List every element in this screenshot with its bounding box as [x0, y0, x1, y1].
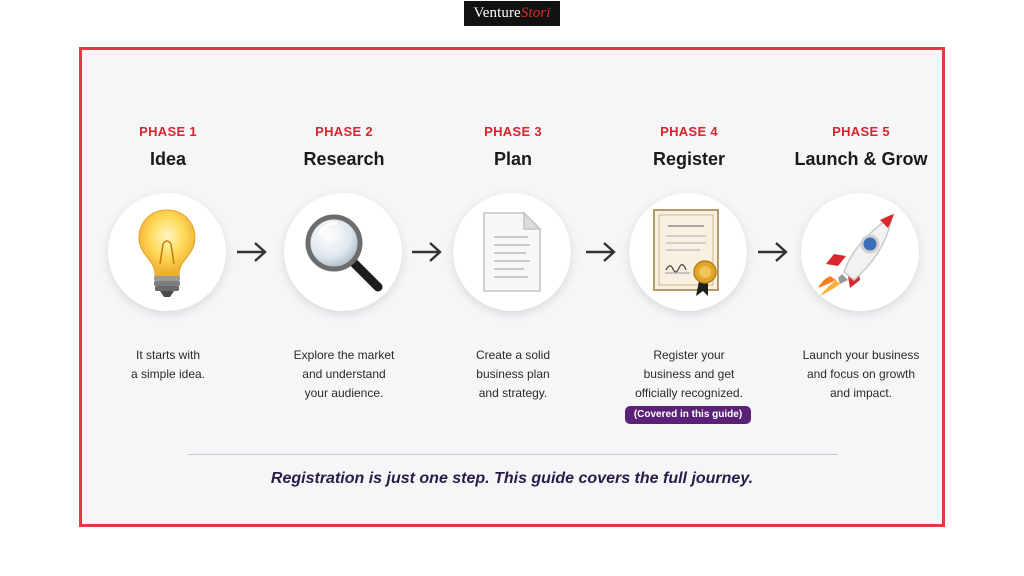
phase-description-line: Launch your business [802, 348, 920, 362]
phase-icon-circle [284, 193, 402, 311]
certificate-icon [650, 206, 726, 298]
rocket-icon [814, 206, 906, 298]
phase-number: PHASE 3 [484, 124, 542, 139]
phase-description [82, 346, 254, 384]
logo-text-stori: Stori [520, 5, 551, 21]
arrow-right-icon [410, 240, 444, 264]
arrow-right-icon [756, 240, 790, 264]
phase-description-line: and impact. [829, 386, 893, 400]
divider [188, 454, 838, 455]
phase-description [427, 346, 599, 403]
phase-title: Plan [493, 149, 532, 169]
phase-description-line: and strategy. [478, 386, 548, 400]
phase-number: PHASE 5 [832, 124, 890, 139]
phase-number: PHASE 4 [660, 124, 718, 139]
phase-description-line: your audience. [304, 386, 384, 400]
phase-title: Launch & Grow [794, 149, 928, 169]
phase-description [603, 346, 775, 403]
arrow-right-icon [584, 240, 618, 264]
phase-description [258, 346, 430, 403]
phase-description-line: and understand [302, 367, 386, 381]
document-icon [480, 211, 544, 293]
arrow-right-icon [235, 240, 269, 264]
phase-title: Idea [149, 149, 187, 169]
footer-tagline: Registration is just one step. This guide covers the full journey. [270, 470, 754, 487]
magnifying-glass-icon [298, 207, 388, 297]
phase-description-line: a simple idea. [130, 367, 206, 381]
phase-description-line: Explore the market [293, 348, 395, 362]
logo-text-venture: Venture [473, 5, 521, 21]
phase-icon-circle [801, 193, 919, 311]
journey-frame [79, 47, 945, 527]
brand-logo [464, 1, 560, 26]
lightbulb-icon [127, 204, 207, 300]
phase-title: Research [303, 149, 385, 169]
phase-description-line: business plan [476, 367, 550, 381]
covered-badge: (Covered in this guide) [625, 406, 751, 424]
phase-description-line: Register your [653, 348, 725, 362]
phase-title: Register [652, 149, 726, 169]
phase-icon-circle [453, 193, 571, 311]
phase-description-line: Create a solid [475, 348, 551, 362]
phase-description [775, 346, 947, 403]
phase-description-line: business and get [643, 367, 735, 381]
phase-icon-circle [629, 193, 747, 311]
phase-description-line: It starts with [135, 348, 200, 362]
phase-icon-circle [108, 193, 226, 311]
phase-description-line: and focus on growth [806, 367, 916, 381]
phase-description-line: officially recognized. [635, 386, 743, 400]
phase-number: PHASE 1 [139, 124, 197, 139]
phase-number: PHASE 2 [315, 124, 373, 139]
